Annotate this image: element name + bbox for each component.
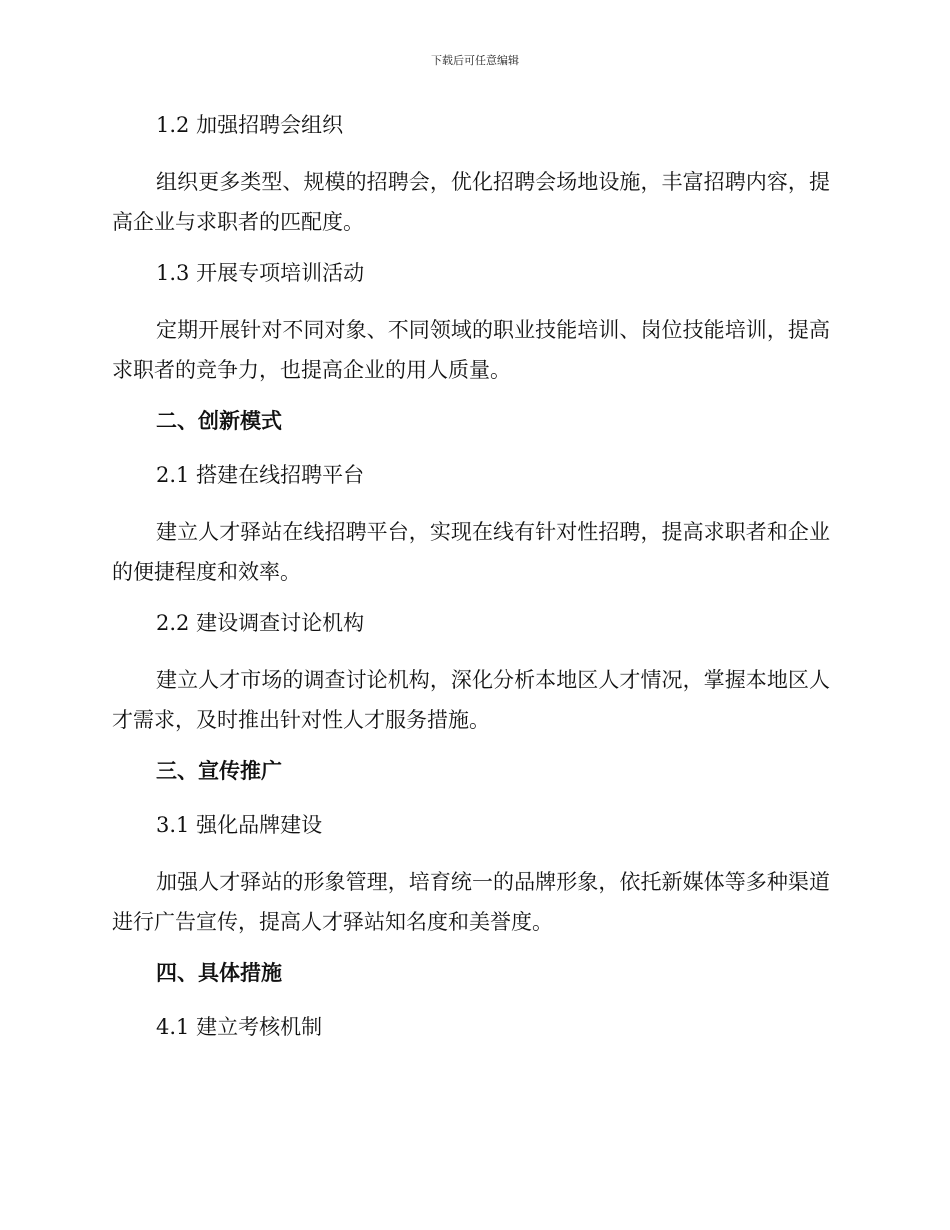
section-heading-3: 三、宣传推广	[156, 758, 282, 783]
paragraph: 建立人才驿站在线招聘平台，实现在线有针对性招聘，提高求职者和企业的便捷程度和效率。	[112, 520, 830, 584]
subheading-2-2: 2.2 建设调查讨论机构	[156, 611, 365, 635]
document-body	[112, 108, 830, 1064]
subheading-2-1: 2.1 搭建在线招聘平台	[156, 463, 365, 487]
paragraph: 组织更多类型、规模的招聘会，优化招聘会场地设施，丰富招聘内容，提高企业与求职者的匹配度。	[112, 170, 830, 234]
paragraph: 加强人才驿站的形象管理，培育统一的品牌形象，依托新媒体等多种渠道进行广告宣传，提高人才驿站知名度和美誉度。	[112, 870, 830, 934]
paragraph: 定期开展针对不同对象、不同领域的职业技能培训、岗位技能培训，提高求职者的竞争力，也提高企业的用人质量。	[112, 318, 830, 382]
section-heading-4: 四、具体措施	[156, 960, 282, 985]
subheading-1-3: 1.3 开展专项培训活动	[156, 261, 365, 285]
subheading-3-1: 3.1 强化品牌建设	[156, 813, 323, 837]
paragraph: 建立人才市场的调查讨论机构，深化分析本地区人才情况，掌握本地区人才需求，及时推出针对性人才服务措施。	[112, 668, 830, 732]
subheading-4-1: 4.1 建立考核机制	[156, 1015, 323, 1039]
subheading-1-2: 1.2 加强招聘会组织	[156, 113, 344, 137]
page-header: 下载后可任意编辑	[431, 54, 519, 67]
section-heading-2: 二、创新模式	[156, 408, 282, 433]
